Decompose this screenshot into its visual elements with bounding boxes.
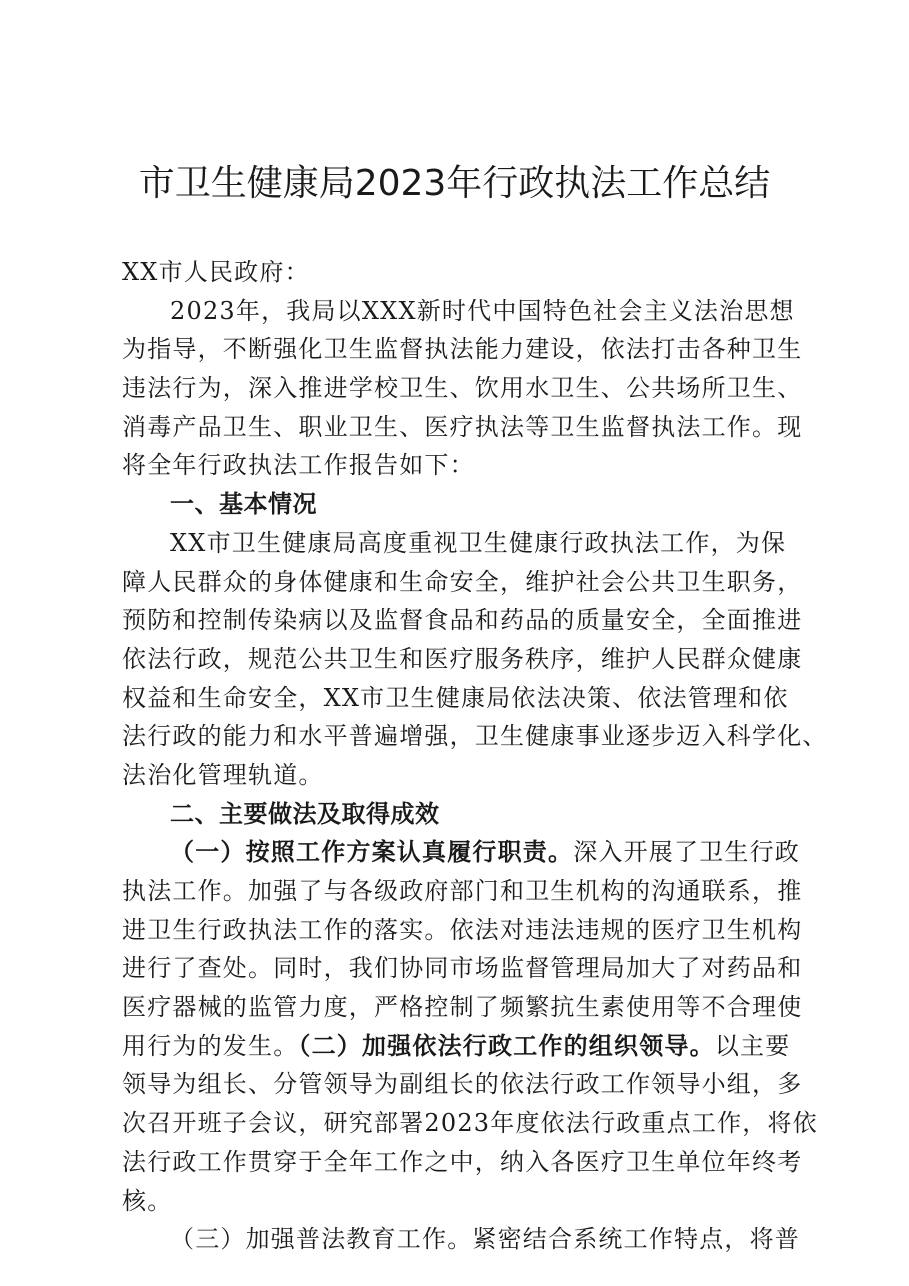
- section-2-item-2-line: 领导为组长、分管领导为副组长的依法行政工作领导小组，多: [122, 1070, 803, 1099]
- section-2-item-1-2-line: [122, 1027, 802, 1066]
- item-1-last: 用行为的发生。: [122, 1031, 299, 1060]
- section-1-line: XX市卫生健康局高度重视卫生健康行政执法工作，为保: [170, 528, 787, 557]
- document-body: [122, 253, 828, 1259]
- item-2-lead: （二）加强依法行政工作的组织领导。: [298, 1030, 715, 1060]
- section-1-line: 法治化管理轨道。: [122, 760, 324, 789]
- section-1-line: 依法行政，规范公共卫生和医疗服务秩序，维护人民群众健康: [122, 644, 803, 673]
- intro-line: 为指导，不断强化卫生监督执法能力建设，依法打击各种卫生: [122, 335, 803, 364]
- section-1-line: 障人民群众的身体健康和生命安全，维护社会公共卫生职务，: [122, 567, 803, 596]
- intro-line: 2023年，我局以XXX新时代中国特色社会主义法治思想: [170, 296, 795, 325]
- section-1-line: 权益和生命安全，XX市卫生健康局依法决策、依法管理和依: [122, 683, 789, 712]
- item-3-lead: （三）加强普法教育工作。: [170, 1225, 473, 1254]
- document-title: 市卫生健康局2023年行政执法工作总结: [138, 163, 771, 204]
- section-2-item-2-line: 核。: [122, 1186, 173, 1215]
- section-2-heading: 二、主要做法及取得成效: [170, 799, 440, 828]
- section-2-item-1-line: 进卫生行政执法工作的落实。依法对违法违规的医疗卫生机构: [122, 915, 803, 944]
- section-2-item-3-first-line: [122, 1220, 802, 1259]
- intro-line: 违法行为，深入推进学校卫生、饮用水卫生、公共场所卫生、: [122, 374, 803, 403]
- section-1-line: 法行政的能力和水平普遍增强，卫生健康事业逐步迈入科学化、: [122, 722, 828, 751]
- section-2-item-2-line: 法行政工作贯穿于全年工作之中，纳入各医疗卫生单位年终考: [122, 1147, 803, 1176]
- section-2-item-1-line: 医疗器械的监管力度，严格控制了频繁抗生素使用等不合理使: [122, 993, 803, 1022]
- item-2-first-rest: 以主要: [714, 1031, 791, 1060]
- intro-line: 消毒产品卫生、职业卫生、医疗执法等卫生监督执法工作。现: [122, 412, 803, 441]
- intro-line: 将全年行政执法工作报告如下：: [122, 451, 475, 480]
- item-1-first-rest: 深入开展了卫生行政: [573, 838, 801, 867]
- section-1-line: 预防和控制传染病以及监督食品和药品的质量安全，全面推进: [122, 606, 803, 635]
- section-2-item-1-line: 进行了查处。同时，我们协同市场监督管理局加大了对药品和: [122, 954, 803, 983]
- section-2-item-1-first-line: [122, 833, 802, 872]
- section-2-item-2-line: 次召开班子会议，研究部署2023年度依法行政重点工作，将依: [122, 1109, 818, 1138]
- section-2-item-1-line: 执法工作。加强了与各级政府部门和卫生机构的沟通联系，推: [122, 877, 803, 905]
- item-3-first-rest: 紧密结合系统工作特点，将普: [472, 1225, 801, 1254]
- salutation: XX市人民政府：: [122, 258, 310, 286]
- item-1-lead: （一）按照工作方案认真履行职责。: [170, 837, 574, 867]
- section-1-heading: 一、基本情况: [170, 490, 317, 519]
